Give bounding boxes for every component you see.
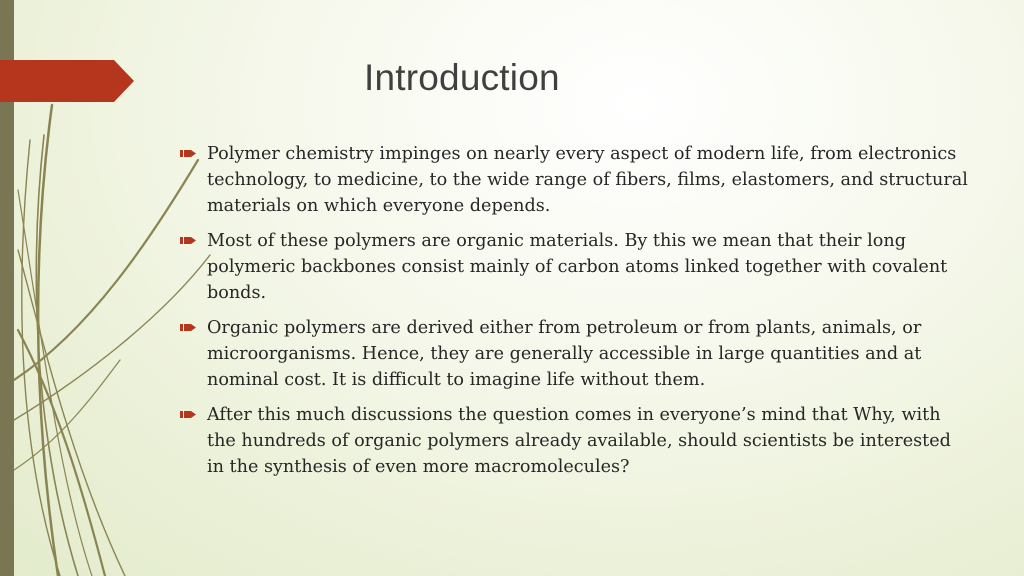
pencil-arrow-icon [180,322,196,333]
bullet-text: After this much discussions the question comes in everyone’s mind that Why, with the hundreds of organic polymers already available, should scientists be interested in the synthesis of even more macromolecules? [207,405,951,477]
pencil-arrow-icon [180,235,196,246]
title-accent-tab [0,60,134,102]
bullet-list [180,141,970,489]
bullet-item [180,402,970,480]
slide-title: Introduction [364,57,560,98]
pencil-arrow-icon [180,409,196,420]
pencil-arrow-icon [180,148,196,159]
bullet-item [180,228,970,306]
bullet-text: Most of these polymers are organic materials. By this we mean that their long polymeric backbones consist mainly of carbon atoms linked together with covalent bonds. [207,231,948,303]
bullet-text: Polymer chemistry impinges on nearly every aspect of modern life, from electronics technology, to medicine, to the wide range of fibers, films, elastomers, and structural materials on which everyone depends. [207,144,968,216]
bullet-item [180,141,970,219]
bullet-text: Organic polymers are derived either from petroleum or from plants, animals, or microorganisms. Hence, they are generally accessible in large quantities and at nominal cost. It is difficult to imagine life without them. [207,318,922,390]
bullet-item [180,315,970,393]
